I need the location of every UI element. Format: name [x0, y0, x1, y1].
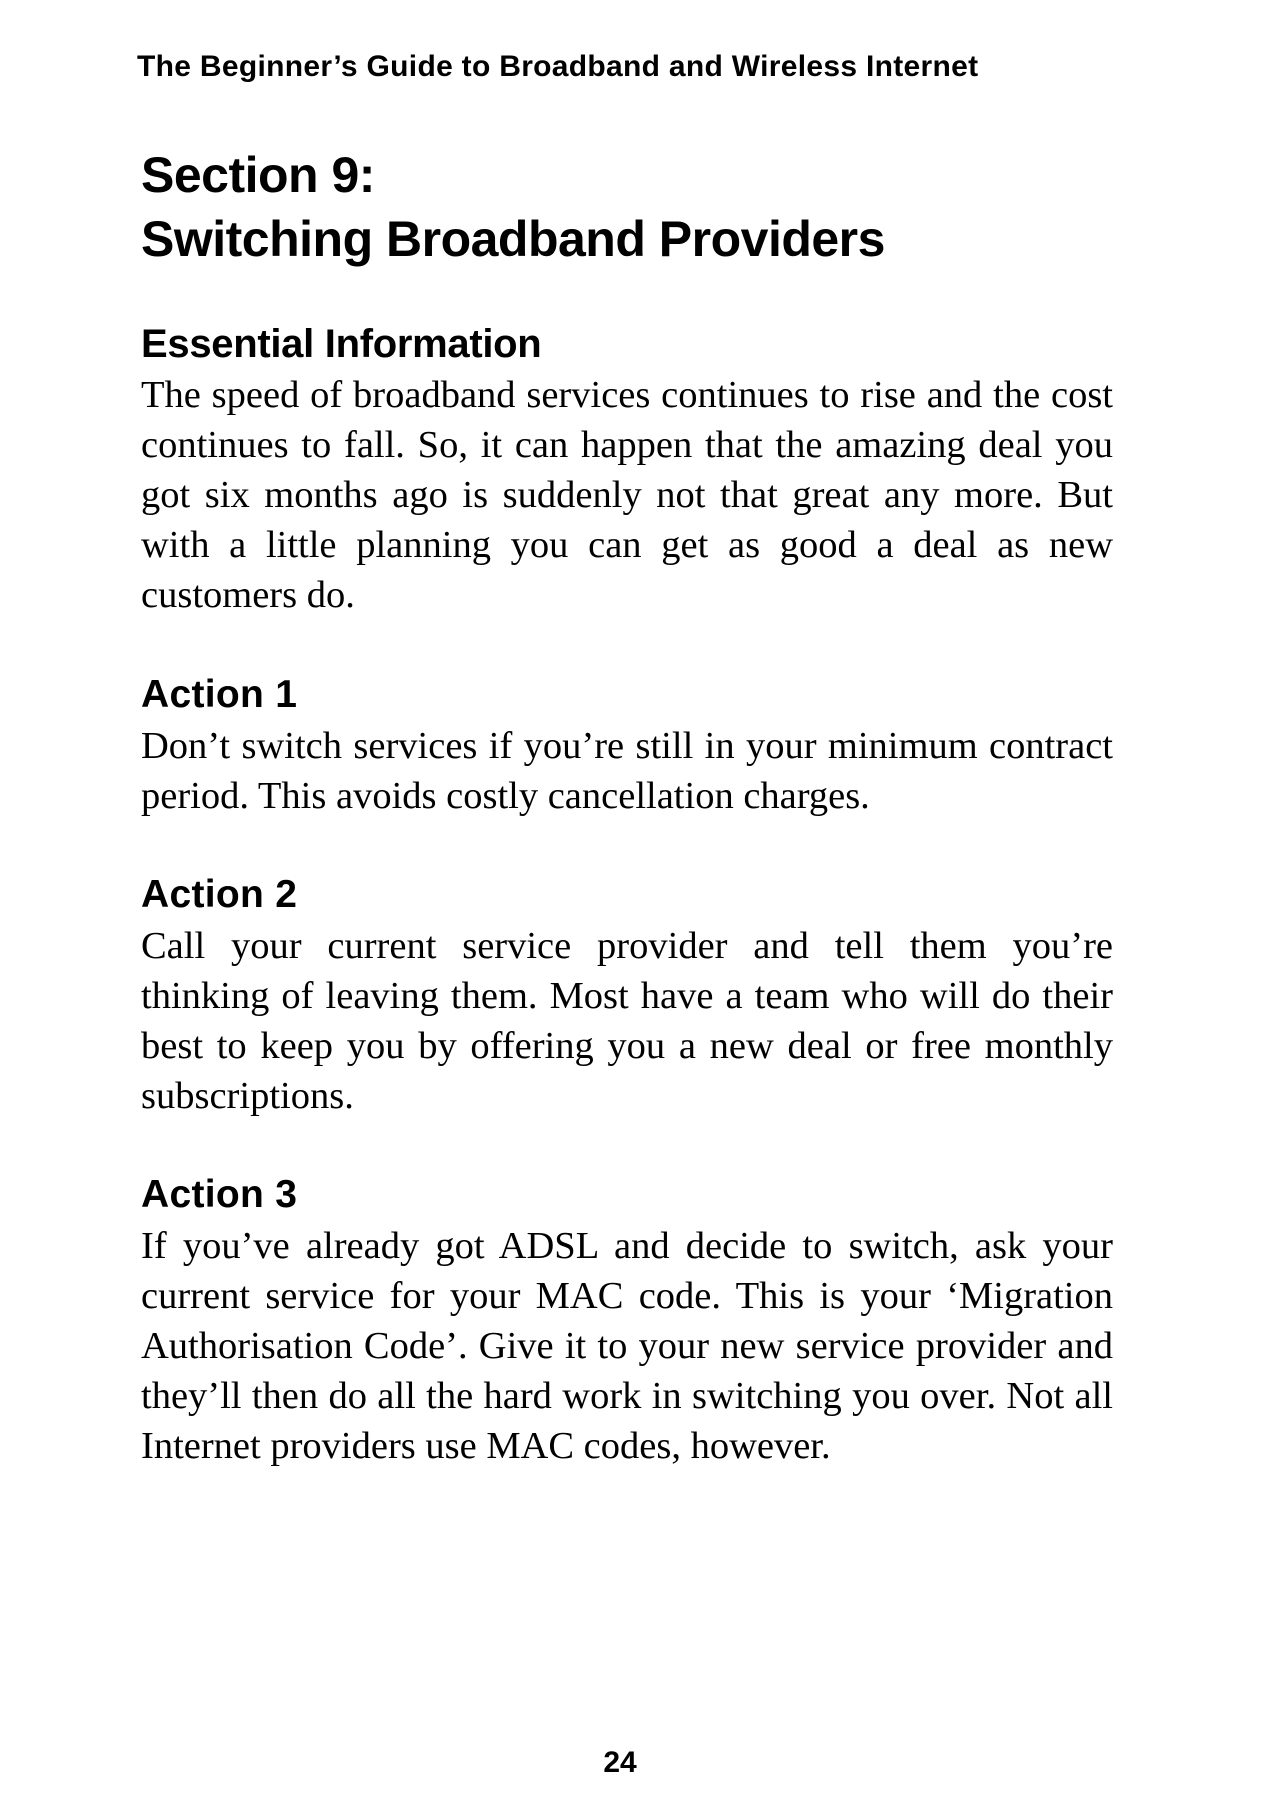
action-3-paragraph: If you’ve already got ADSL and decide to switch, ask your current service for your MAC code. This is your ‘Migration Authorisation Code’. Give it to your new service provider and they’ll then do all the hard work in switching you over. Not all Internet providers use MAC codes, however. — [141, 1225, 1113, 1467]
action-1-heading: Action 1 — [141, 673, 298, 716]
section-title — [141, 143, 1141, 271]
section-name: Switching Broadband Providers — [141, 211, 885, 267]
action-3-heading: Action 3 — [141, 1173, 298, 1216]
action-1-block — [141, 673, 1113, 821]
running-head: The Beginner’s Guide to Broadband and Wireless Internet — [137, 50, 979, 83]
action-3-block — [141, 1173, 1113, 1471]
action-2-paragraph: Call your current service provider and tell them you’re thinking of leaving them. Most have a team who will do their best to keep you by offering you a new deal or free monthly subscriptions. — [141, 925, 1113, 1117]
action-2-heading: Action 2 — [141, 873, 298, 916]
page-number: 24 — [603, 1746, 637, 1779]
action-2-block — [141, 873, 1113, 1121]
essential-information-heading: Essential Information — [141, 322, 542, 366]
section-number: Section 9: — [141, 147, 375, 203]
action-1-paragraph: Don’t switch services if you’re still in your minimum contract period. This avoids costly cancellation charges. — [141, 725, 1113, 817]
essential-information-paragraph: The speed of broadband services continues to rise and the cost continues to fall. So, it can happen that the amazing deal you got six months ago is suddenly not that great any more. But with a little planning you can get as good a deal as new customers do. — [141, 374, 1113, 616]
essential-information-block — [141, 322, 1113, 620]
